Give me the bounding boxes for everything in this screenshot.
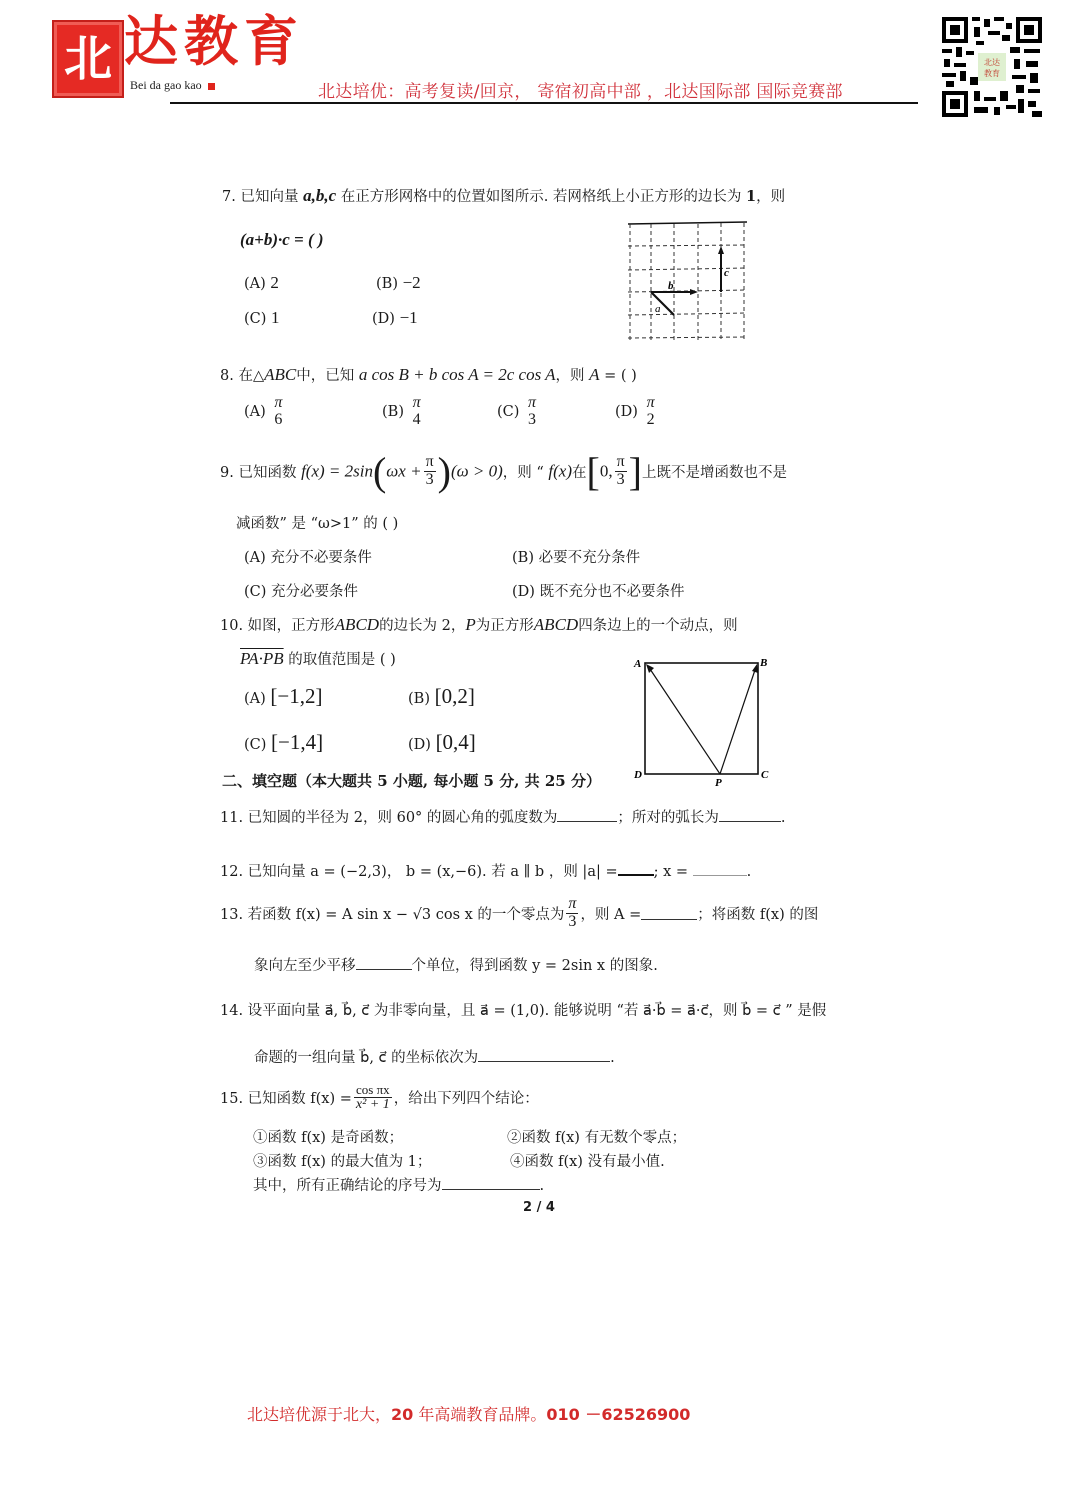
q10-text-c: 为正方形 [475,618,534,634]
q7-option-d[interactable] [372,308,418,328]
vector-b-arrowhead-icon [690,289,698,295]
label-a: a [655,303,661,315]
q10-option-d[interactable] [408,730,476,755]
question-14: 14. 设平面向量 a⃗, b⃗, c⃗ 为非零向量，且 a⃗ = (1,0). 能够说明 “若 a⃗·b⃗ = a⃗·c⃗，则 b⃗ = c⃗ ” 是假 [220,1003,827,1019]
q7-option-b[interactable] [376,273,421,293]
q13-line2-b: 个单位，得到函数 y = 2sin x 的图象. [411,958,658,974]
q12-text-a: 12. 已知向量 a = (−2,3)， b = (x,−6). 若 a ∥ b ，则 |a| = [220,864,618,880]
denominator: 3 [528,410,537,428]
q15-text-a: 15. 已知函数 f(x) = [220,1091,352,1108]
q8-option-a[interactable] [244,395,286,429]
q15-final [253,1174,544,1195]
footer-text-a: 北达培优源于北大， [247,1405,392,1424]
option-label: (A) [244,403,266,420]
label-c: c [724,267,729,279]
grid-lines [628,223,747,340]
option-value: 充分不必要条件 [270,550,372,566]
option-value: −1 [399,308,418,327]
q9-paren-close: ) [437,449,451,494]
q12-blank-2[interactable] [693,863,747,876]
option-label: (D) [615,403,638,420]
q7-grid-figure [620,218,755,346]
fraction [411,395,423,429]
option-label: (B) [382,403,404,420]
q14-line2 [254,1046,615,1067]
label-P: P [715,777,722,789]
option-label: (A) [244,276,266,292]
numerator: π [412,394,421,411]
svg-text:教育: 教育 [984,69,1000,78]
page-number: 2 / 4 [523,1200,555,1215]
logo-emblem [52,20,124,98]
label-D: D [634,769,642,781]
q10-line2-text: 的取值范围是 ( ) [288,652,396,668]
option-value: [0,4] [435,730,476,754]
q10-abcd: ABCD [334,615,380,634]
q8-option-d[interactable] [615,395,659,429]
q9-tail: 上既不是增函数也不是 [642,465,787,481]
arrowhead-b-icon [752,664,758,673]
q15-item-4: ④函数 f(x) 没有最小值. [510,1154,665,1170]
vector-c-arrowhead-icon [718,246,724,254]
q7-one: 1 [746,188,757,205]
grid-top-line [628,222,747,224]
q14-blank[interactable] [478,1049,610,1062]
q9-option-b[interactable] [512,546,640,567]
option-label: (D) [408,737,431,753]
q7-expr-text: (a+b)·c = ( ) [240,230,324,249]
q13-blank-1[interactable] [641,907,697,920]
footer-text-c: 年高端教育品牌。 [413,1405,547,1424]
q10-vector-product: PA·PB [240,649,284,668]
option-label: (C) [244,584,267,600]
option-label: (A) [244,550,266,566]
q15-text-b: ，给出下列四个结论： [393,1091,539,1108]
numerator: π [646,394,655,411]
q13-text-c: ；将函数 f(x) 的图 [697,906,819,923]
q13-line2-a: 象向左至少平移 [254,958,356,974]
q7-vectors: a,b,c [303,186,337,205]
section-2-heading: 二、填空题（本大题共 5 小题, 每小题 5 分, 共 25 分） [222,772,601,790]
question-9-stem [220,448,787,495]
numerator: π [425,453,434,471]
denominator: 3 [568,912,577,930]
q11-text-b: ；所对的弧长为 [617,810,719,826]
fraction [272,395,284,429]
q13-blank-2[interactable] [356,957,412,970]
label-A: A [634,658,642,670]
q15-blank[interactable] [442,1177,540,1190]
q9-func: f(x) = 2sin [301,461,373,481]
q13-text-b: ，则 A = [580,906,642,923]
q13-text-a: 13. 若函数 f(x) = A sin x − √3 cos x 的一个零点为 [220,906,565,923]
q14-line2-a: 命题的一组向量 b⃗, c⃗ 的坐标依次为 [254,1050,479,1066]
q8-equation: a cos B + b cos A = 2c cos A [358,365,556,384]
denominator: 2 [646,410,655,428]
q9-bracket-close: ] [628,449,642,494]
q12-blank-1[interactable] [618,862,654,876]
numerator: cos πx [354,1083,392,1098]
q11-blank-2[interactable] [719,809,781,822]
logo-char: 北 [63,31,112,87]
numerator: π [616,453,625,471]
header-divider [170,102,918,104]
option-value: 必要不充分条件 [538,550,641,566]
numerator: π [568,895,577,912]
square-abcd [645,663,758,774]
q9-option-d[interactable] [512,580,685,601]
q8-option-c[interactable] [497,395,540,429]
option-label: (D) [372,311,395,327]
q15-item-1: ①函数 f(x) 是奇函数； [253,1130,404,1146]
question-7-stem [222,185,785,206]
q8-option-b[interactable] [382,395,425,429]
option-label: (B) [512,550,534,566]
q10-text-b: 的边长为 2， [379,618,466,634]
q10-text-d: 四条边上的一个动点，则 [578,618,738,634]
logo-pinyin [130,78,215,93]
denominator: 3 [616,471,625,488]
logo-pinyin-text: Bei da gao kao [130,78,202,92]
q8-end: ，则 [555,368,585,384]
question-15 [220,1083,539,1112]
option-label: (C) [497,403,520,420]
footer-slogan [247,1402,690,1425]
option-value: [0,2] [434,684,475,708]
q9-paren-open: ( [372,449,387,494]
q7-text-a: 7. 已知向量 [222,189,299,205]
q9-zai: 在 [572,465,587,481]
option-label: (C) [244,737,267,753]
logo-square-icon [208,83,215,90]
question-8-stem [220,364,637,385]
q14-line2-b: . [610,1050,615,1066]
label-B: B [760,657,768,669]
option-value: 既不充分也不必要条件 [539,584,685,600]
label-b: b [668,280,674,292]
vector-pa [648,666,720,774]
q13-line2 [254,954,658,975]
q7-option-a[interactable] [244,273,279,293]
denominator: 6 [274,410,283,428]
footer-years: 20 [391,1405,414,1424]
q11-text-c: . [780,810,786,826]
q7-text-c: ，则 [756,189,786,205]
q15-fraction [354,1083,392,1112]
question-12 [220,860,751,881]
q8-prefix: 8. 在△ [220,368,265,384]
q10-option-a[interactable] [244,684,323,709]
q10-text-a: 10. 如图，正方形 [220,618,335,634]
q11-blank-1[interactable] [557,809,617,822]
option-value: 2 [270,273,279,292]
svg-text:北达: 北达 [984,58,1000,67]
q7-option-c[interactable] [244,308,280,328]
option-label: (C) [244,311,267,327]
label-C: C [761,769,769,781]
fraction [526,395,538,429]
q8-paren: = ( ) [599,368,637,384]
q9-interval: 0, [599,461,613,481]
q9-fraction [424,454,436,489]
header-slogan: 北达培优：高考复读/回京， 寄宿初高中部 ，北达国际部 国际竞赛部 [318,82,843,102]
q13-fraction [566,896,578,931]
q9-option-a[interactable] [244,546,372,567]
q9-fx: f(x) [548,461,573,481]
question-11 [220,806,786,827]
option-label: (D) [512,584,535,600]
option-value: [−1,2] [270,684,323,708]
q10-option-c[interactable] [244,730,323,755]
q9-interval-fraction [615,454,627,489]
q10-square-figure [630,655,775,790]
q11-text-a: 11. 已知圆的半径为 2，则 60° 的圆心角的弧度数为 [220,810,558,826]
question-13 [220,896,818,931]
q10-abcd-2: ABCD [533,615,579,634]
q10-line2 [240,648,396,669]
q10-p: P [465,615,476,634]
q9-line2: 减函数” 是 “ω>1” 的 ( ) [236,516,399,532]
q10-option-b[interactable] [408,684,475,709]
option-value: 1 [271,308,280,327]
q15-final-b: . [539,1178,545,1194]
q9-option-c[interactable] [244,580,358,601]
q12-text-c: . [746,864,752,880]
denominator: 4 [412,410,421,428]
logo-text: 达教育 [124,9,304,73]
option-value: −2 [402,273,421,292]
fraction [645,395,657,429]
option-label: (A) [244,691,266,707]
footer-phone: 010 －62526900 [546,1405,691,1424]
numerator: π [528,394,537,411]
q15-item-3: ③函数 f(x) 的最大值为 1； [253,1154,432,1170]
vector-pb [720,667,756,774]
numerator: π [274,394,283,411]
option-value: 充分必要条件 [271,584,359,600]
q12-text-b: ; x = [653,864,689,880]
arrowhead-a-icon [646,664,654,673]
denominator: 3 [425,471,434,488]
q9-bracket-open: [ [586,449,600,494]
q9-condition: (ω > 0) [450,461,503,481]
q15-final-a: 其中，所有正确结论的序号为 [253,1178,442,1194]
option-label: (B) [408,691,430,707]
option-label: (B) [376,276,398,292]
q9-prefix: 9. 已知函数 [220,465,297,481]
qr-code-icon [940,15,1044,119]
q9-arg: ωx + [386,461,422,481]
q8-A: A [589,365,600,384]
q7-expression [240,230,324,250]
q9-mid: ，则 “ [502,465,544,481]
question-10-stem [220,614,738,635]
q8-abc: ABC [264,365,297,384]
q7-text-b: 在正方形网格中的位置如图所示. 若网格纸上小正方形的边长为 [340,189,742,205]
option-value: [−1,4] [271,730,324,754]
denominator: x² + 1 [355,1096,390,1112]
q15-item-2: ②函数 f(x) 有无数个零点； [507,1130,687,1146]
q8-mid: 中，已知 [296,368,355,384]
